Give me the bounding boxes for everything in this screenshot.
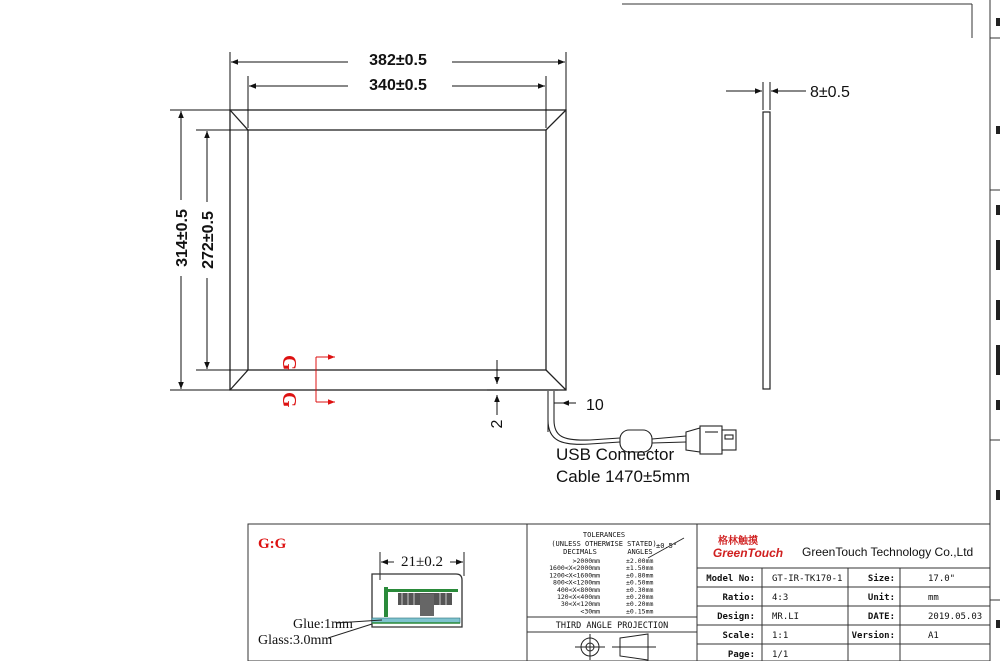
outer-height-label: 314±0.5 [174,209,191,267]
front-view [170,49,604,432]
led-pcb-top [388,589,458,592]
field-value: 4:3 [772,593,789,603]
tolerance-heading: TOLERANCES [582,531,626,539]
angles-header: ANGLES [627,548,653,556]
tolerance-range: 1600<X<2000mm [549,564,600,573]
angle-value: ±0.5° [656,542,678,550]
decimals-header: DECIMALS [563,548,597,556]
tolerance-range: 30<X<120mm [560,600,600,609]
field-value: mm [928,593,939,603]
field-label: DATE: [867,612,895,622]
cable-caption-line1: USB Connector [556,445,675,464]
edge-zone-marks [996,18,1000,628]
tolerance-range: 400<X<800mm [556,585,600,594]
inner-width-label: 340±0.5 [369,77,427,94]
section-width-label: 21±0.2 [401,554,443,570]
title-block-rows [697,568,990,661]
offset-gap-label: 2 [489,419,506,429]
field-value: 1:1 [772,631,789,641]
tolerance-rows [549,557,653,615]
section-mark-g [278,355,335,408]
tolerance-subheading: (UNLESS OTHERWISE STATED) [551,540,657,548]
field-value: 17.0" [928,574,956,584]
brand-chinese: 格林触摸 [718,536,758,547]
tolerance-value: ±0.30mm [626,585,654,594]
tolerance-value: ±0.80mm [626,571,654,580]
field-label: Unit: [867,593,895,603]
section-title: G:G [258,536,287,552]
field-value: MR.LI [772,612,800,622]
tolerance-value: ±0.50mm [626,578,654,587]
inner-height-label: 272±0.5 [200,211,217,269]
tolerance-range: 800<X<1200mm [553,578,600,587]
third-angle-projection-symbol [575,634,656,660]
field-label: Size: [867,574,895,584]
tolerance-value: ±0.20mm [626,600,654,609]
field-label: Scale: [722,631,755,641]
company-name: GreenTouch Technology Co.,Ltd [802,545,974,559]
tolerance-table [527,531,697,660]
section-mark-bottom: G [278,392,300,408]
tolerance-value: ±1.50mm [626,564,654,573]
tolerance-value: ±0.20mm [626,593,654,601]
section-mark-top: G [278,355,300,371]
field-label: Ratio: [722,593,755,603]
tolerance-range: 120<X<400mm [556,593,600,601]
title-block [697,534,990,661]
glass-label: Glass:3.0mm [258,633,333,648]
led-pcb-left [384,587,388,617]
glue-label: Glue:1mm [293,617,353,632]
tolerance-range: 1200<X<1600mm [549,571,600,580]
field-value: A1 [928,631,939,641]
field-label: Page: [727,650,755,660]
field-label: Version: [851,631,895,641]
outer-width-label: 382±0.5 [369,52,427,69]
ir-component [398,593,452,616]
tolerance-range: >2000mm [572,557,600,565]
tolerance-value: ±2.00mm [626,557,654,565]
projection-label: THIRD ANGLE PROJECTION [555,621,669,631]
side-view [726,82,850,389]
outer-frame [230,110,566,390]
tolerance-value: ±0.15mm [626,607,654,616]
brand-logo: GreenTouch [712,546,784,560]
field-value: 2019.05.03 [928,612,983,622]
field-value: 1/1 [772,650,789,660]
tolerance-range: <30mm [580,607,600,616]
field-label: Model No: [706,574,755,584]
field-label: Design: [717,612,755,622]
field-value: GT-IR-TK170-1 [772,574,843,584]
cable-caption-line2: Cable 1470±5mm [556,467,691,486]
cable-offset-label: 10 [586,397,604,414]
thickness-label: 8±0.5 [810,84,850,101]
section-detail [258,536,464,648]
